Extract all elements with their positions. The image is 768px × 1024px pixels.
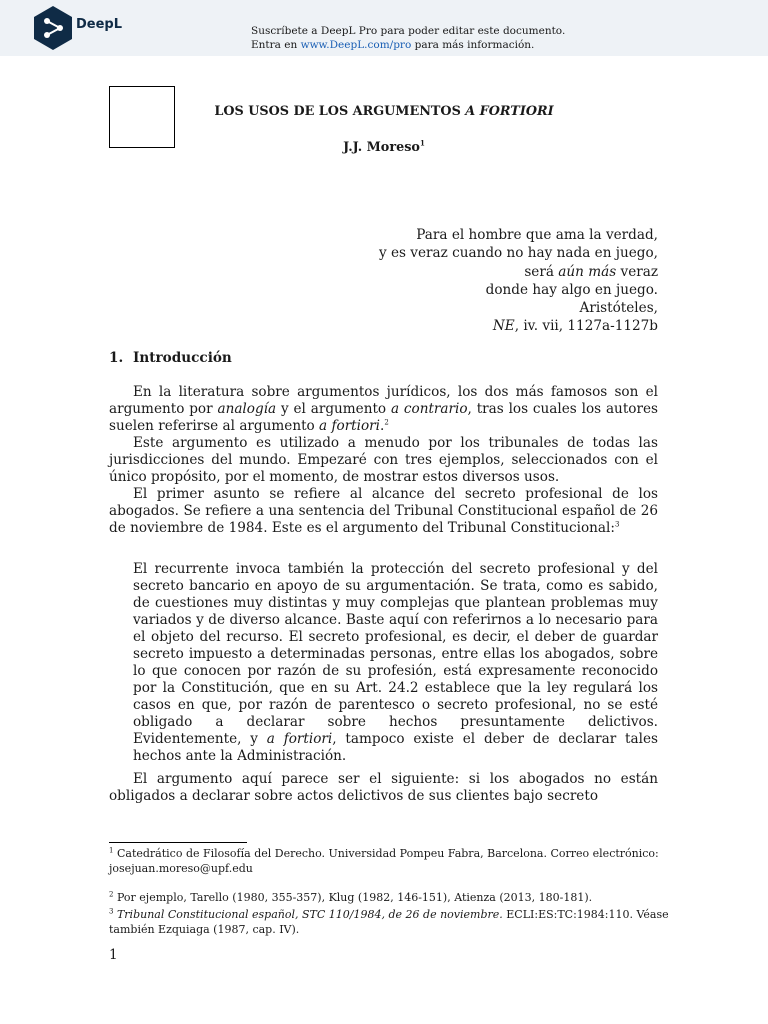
text-run: El recurrente invoca también la protección del secreto profesional y del secreto bancario en apoyo de su argumentación. Se trata, como es sabido, de cuestiones muy distintas y muy complejas que plantean problemas muy variados y de diverso alcance. Baste aquí con referirnos a lo necesario para el objeto del recurso. El secreto profesional, es decir, el deber de guardar secreto impuesto a determinadas personas, entre ellas los abogados, sobre lo que conocen por razón de su profesión, está expresamente reconocido por la Constitución, que en su Art. 24.2 establece que la ley regulará los casos en que, por razón de parentesco o secreto profesional, no se esté obligado a declarar sobre hechos presuntamente delictivos. Evidentemente, y [133,561,658,747]
document-author [0,140,768,155]
epigraph-text: será [524,263,559,280]
deepl-pro-link[interactable]: www.DeepL.com/pro [300,39,412,51]
paragraph-2: Este argumento es utilizado a menudo por los tribunales de todas las jurisdicciones del mundo. Empezaré con tres ejemplos, seleccionados con el único propósito, por el momento, de mostrar estos diversos usos. [109,435,658,485]
footnote-1 [109,846,669,876]
footnote-mark: 3 [109,907,114,916]
footnote-ref-1: 1 [419,138,425,148]
text-run: . [380,418,385,434]
text-run: y el argumento [276,401,391,417]
footnote-source: Tribunal Constitucional español, STC 110/1984, de 26 de noviembre. [113,908,503,921]
epigraph-line: y es veraz cuando no hay nada en juego, [378,245,658,262]
epigraph-source-text: , iv. vii, 1127a-1127b [514,318,658,335]
section-title: Introducción [133,350,232,366]
promo-line-1: Suscríbete a DeepL Pro para poder editar este documento. [251,25,566,37]
epigraph-italic: aún más [558,263,617,280]
italic-run: analogía [217,401,277,417]
epigraph-source-italic: NE [492,318,515,335]
paragraph-4: El argumento aquí parece ser el siguiente: si los abogados no están obligados a declarar sobre actos delictivos de sus clientes bajo secreto [109,771,658,804]
page-number: 1 [109,947,118,963]
epigraph [300,226,658,336]
footnote-text: Catedrático de Filosofía del Derecho. Universidad Pompeu Fabra, Barcelona. Correo electrónico: josejuan.moreso@upf.edu [109,847,659,875]
section-number: 1. [109,350,124,366]
paragraph-3 [109,486,658,537]
promo-prefix: Entra en [251,39,301,51]
footnote-mark: 1 [109,846,114,855]
footnote-separator [109,842,247,843]
epigraph-source [300,317,658,335]
footnote-text: Por ejemplo, Tarello (1980, 355-357), Klug (1982, 146-151), Atienza (2013, 180-181). [113,891,593,904]
deepl-logo-text: DeepL [76,17,123,32]
footnote-2 [109,890,669,905]
section-heading [109,350,232,366]
epigraph-line: donde hay algo en juego. [485,281,658,298]
deepl-logo-icon [33,6,73,50]
epigraph-line [300,263,658,281]
footnote-mark: 2 [109,890,114,899]
deepl-banner [0,0,768,56]
title-text: LOS USOS DE LOS ARGUMENTOS [214,104,466,119]
footnote-ref-2: 2 [384,418,389,427]
text-run: El primer asunto se refiere al alcance del secreto profesional de los abogados. Se refiere a una sentencia del Tribunal Constitucional español de 26 de noviembre de 1984. Este es el argumento del Tribunal Constitucional: [109,486,658,536]
italic-run: a fortiori [266,731,333,747]
title-italic: A FORTIORI [465,104,554,119]
document-page [0,56,768,1024]
epigraph-text: veraz [616,263,658,280]
italic-run: a contrario [390,401,468,417]
promo-message [251,24,565,52]
footnote-ref-3: 3 [614,520,620,529]
footnote-text: ECLI:ES:TC:1984:110. Véase también Ezquiaga (1987, cap. IV). [109,908,669,936]
body-text [109,384,658,537]
italic-run: a fortiori [319,418,381,434]
author-name: J.J. Moreso [343,140,420,155]
promo-suffix: para más información. [411,39,535,51]
footnote-3 [109,907,669,937]
promo-line-2 [251,38,565,52]
paragraph-1 [109,384,658,435]
epigraph-author: Aristóteles, [579,300,658,317]
document-title [0,104,768,119]
block-quote [133,561,658,765]
text-run: , tras los cuales los autores suelen referirse al argumento [109,401,658,434]
text-run: , tampoco existe el deber de declarar tales hechos ante la Administración. [133,731,658,764]
text-run: En la literatura sobre argumentos jurídicos, los dos más famosos son el argumento por [109,384,658,417]
epigraph-line: Para el hombre que ama la verdad, [416,227,658,243]
